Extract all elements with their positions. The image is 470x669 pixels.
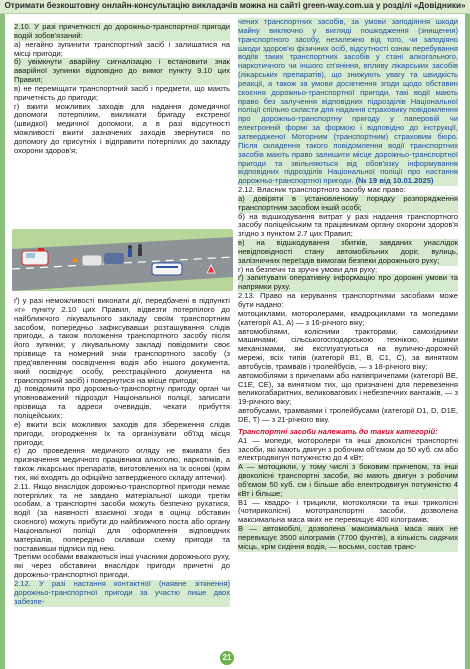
item-g2: ґ) у разі неможливості виконати дії, передбачені в підпункті «г» пункту 2.10 цих Правил, відвезти потерпілого до найближчого лікувального закладу своїм транспортним засобом, попередньо зафіксувавши розташування слідів пригоди, а також положення транспортного засобу після його зупинки; у лікувальному закладі повідомити своє прізвище та номерний знак транспортного засобу (з пред'явленням посвідчення водія або іншого документа, який посвідчує особу, реєстраційного документа на транспортний засіб) і повернутися на місце пригоди; <box>14 296 230 385</box>
left-column-top <box>14 23 230 156</box>
left-column-bottom <box>14 297 230 607</box>
owner-right-v: в) на відшкодування збитків, завданих унаслідок невідповідності стану автомобільних доріг, вулиць, залізничних переїздів вимогам безпеки дорожнього руху; <box>238 238 458 265</box>
left-accent-bar <box>0 14 5 669</box>
category-b: В — автомобілі, дозволена максимальна маса яких не перевищує 3500 кілограмів (7700 фунтів), а кількість сидячих місць, крім сидіння водія, — восьми, состав транс- <box>238 524 458 551</box>
item-b: б) увімкнути аварійну сигналізацію і встановити знак аварійної зупинки відповідно до вимог пункту 9.10 цих Правил; <box>14 57 230 85</box>
paragraph-2-13: 2.13. Право на керування транспортними засобами може бути надано: <box>238 291 458 309</box>
category-a: А — мотоцикли, у тому числі з боковим причепом, та інші двоколісні транспортні засоби, які мають двигун з робочим об'ємом 50 куб. см і більше або електродвигун потужністю 4 кВт і більше; <box>238 462 458 498</box>
paragraph-2-12-start: 2.12. У разі настання контактної (наявне зіткнення) дорожньо-транспортної пригоди за участю лише двох забезпе- <box>14 579 230 606</box>
accident-scene-image <box>12 229 233 291</box>
age-buses: автобусами, трамваями і тролейбусами (категорії D1, D, D1E, DE, T) — з 21-річного віку. <box>238 406 458 424</box>
item-d: д) повідомити про дорожньо-транспортну пригоду орган чи уповноважений підрозділ Національної поліції, записати прізвища та адреси очевидців, чекати прибуття поліцейських; <box>14 384 230 420</box>
page-number: 21 <box>220 651 234 665</box>
right-column <box>238 18 458 552</box>
item-a: а) негайно зупинити транспортний засіб і залишатися на місці пригоди; <box>14 39 230 58</box>
age-cars: автомобілями, колісними тракторами, самохідними машинами, сільськогосподарською технікою, іншими механізмами, які експлуатуються на вулично-дорожній мережі, всіх типів (категорії В1, В, С1, С), за винятком автобусів, трамваїв і тролейбусів, — з 18-річного віку; <box>238 326 458 371</box>
item-e: е) вжити всіх можливих заходів для збереження слідів пригоди, огородження їх та організувати об'їзд місця пригоди; <box>14 419 230 447</box>
age-motorcycles: мотоциклами, моторолерами, квадроциклами та мопедами (категорії А1, А) — з 16-річного віку; <box>238 308 458 327</box>
header-text: Отримати безкоштовну онлайн-консультацію викладачів можна на сайті green-way.com.ua у розділі «Довідники» <box>4 1 466 10</box>
owner-right-a: а) довіряти в установленому порядку розпорядження транспортним засобом іншій особі; <box>238 193 458 212</box>
owner-right-g2: ґ) запитувати оперативну інформацію про дорожні умови та напрямки руху. <box>238 273 458 292</box>
category-b1: В1 — квадро- і трицикли, мотоколяски та інші триколісні (чотириколісні) мототранспортні засоби, дозволена максимальна маса яких не перевищує 400 кілограмів; <box>238 497 458 525</box>
age-trailers: автомобілями з причепами або напівпричепами (категорії ВЕ, С1Е, СЕ), за винятком тих, що призначені для перевезення великогабаритних, великовагових і небезпечних вантажів, — з 19-річного віку; <box>238 370 458 407</box>
owner-right-g: г) на безпечні та зручні умови для руху; <box>238 264 378 274</box>
item-ye: є) до проведення медичного огляду не вживати без призначення медичного працівника алкоголю, наркотиків, а також лікарських препаратів, виготовлених на їх основі (крім тих, які входять до офіційно затвердженого складу аптечки). <box>14 446 230 482</box>
owner-right-b: б) на відшкодування витрат у разі надання транспортного засобу поліцейським та працівникам органу охорони здоров'я згідно з пунктом 2.7 цих Правил; <box>238 211 458 239</box>
paragraph-2-12-continued <box>238 18 458 186</box>
third-parties-note: Третіми особами вважаються інші учасники дорожнього руху, які через обставини внаслідок пригоди причетні до дорожньо-транспортної пригоди. <box>14 552 230 580</box>
accident-illustration <box>12 229 233 291</box>
paragraph-2-12-text: чених транспортних засобів, за умови заподіяння шкоди майну виключно у вигляді пошкодження (знищення) транспортного засобу, незалежно від того, чи заподіяно шкоди здоров'ю фізичних осіб, відсутності ознак перебування водіїв таких транспортних засобів у стані алкогольного, наркотичного чи іншого сп'яніння, впливу лікарських засобів (лікарських препаратів), що знижують увагу та швидкість реакції, а також за умови досягнення згоди щодо обставин скоєння дорожньо-транспортної пригоди, такі водії мають право без залучення відповідних підрозділів Національної поліції спільно скласти для надання страховику повідомлення про дорожньо-транспортну пригоду у паперовій чи електронній формі за формою і відповідно до інструкції, затвердженої Моторним (транспортним) страховим бюро. Після складення такого повідомлення водії транспортних засобів мають право залишити місце дорожньо-транспортної пригоди та звільняються від обов'язку інформування відповідних підрозділів Національної поліції про настання дорожньо-транспортної пригоди. <box>238 17 458 186</box>
categories-heading: Транспортні засоби належать до таких категорій: <box>238 426 438 436</box>
amendment-reference: (№ 19 від 10.01.2025) <box>355 176 434 186</box>
paragraph-2-10: 2.10. У разі причетності до дорожньо-транспортної пригоди водій зобов'язаний: <box>14 22 230 40</box>
header-bar <box>0 0 470 14</box>
right-accent-bar <box>465 14 470 669</box>
paragraph-2-11: 2.11. Якщо внаслідок дорожньо-транспортної пригоди немає потерпілих та не завдано матеріальної шкоди третім особам, а транспортні засоби можуть безпечно рухатися, водії (за наявності взаємної згоди в оцінці обставин скоєного) можуть прибути до найближчого поста або органу Національної поліції для оформлення відповідних матеріалів, попередньо склавши схему пригоди та поставивши підписи під нею. <box>14 481 230 553</box>
owner-rights-title: 2.12. Власник транспортного засобу має право: <box>238 185 406 195</box>
item-v: в) не переміщати транспортний засіб і предмети, що мають причетність до пригоди; <box>14 83 230 102</box>
item-g: г) вжити можливих заходів для надання домедичної допомоги потерпілим, викликати бригаду екстреної (швидкої) медичної допомоги, а в разі відсутності можливості вжити зазначених заходів звернутися по допомогу до присутніх і відправити потерпілих до закладу охорони здоров'я; <box>14 101 230 155</box>
category-a1: А1 — мопеди, моторолери та інші двоколісні транспортні засоби, які мають двигун з робочим об'ємом до 50 куб. см або електродвигун потужністю до 4 кВт; <box>238 435 458 463</box>
